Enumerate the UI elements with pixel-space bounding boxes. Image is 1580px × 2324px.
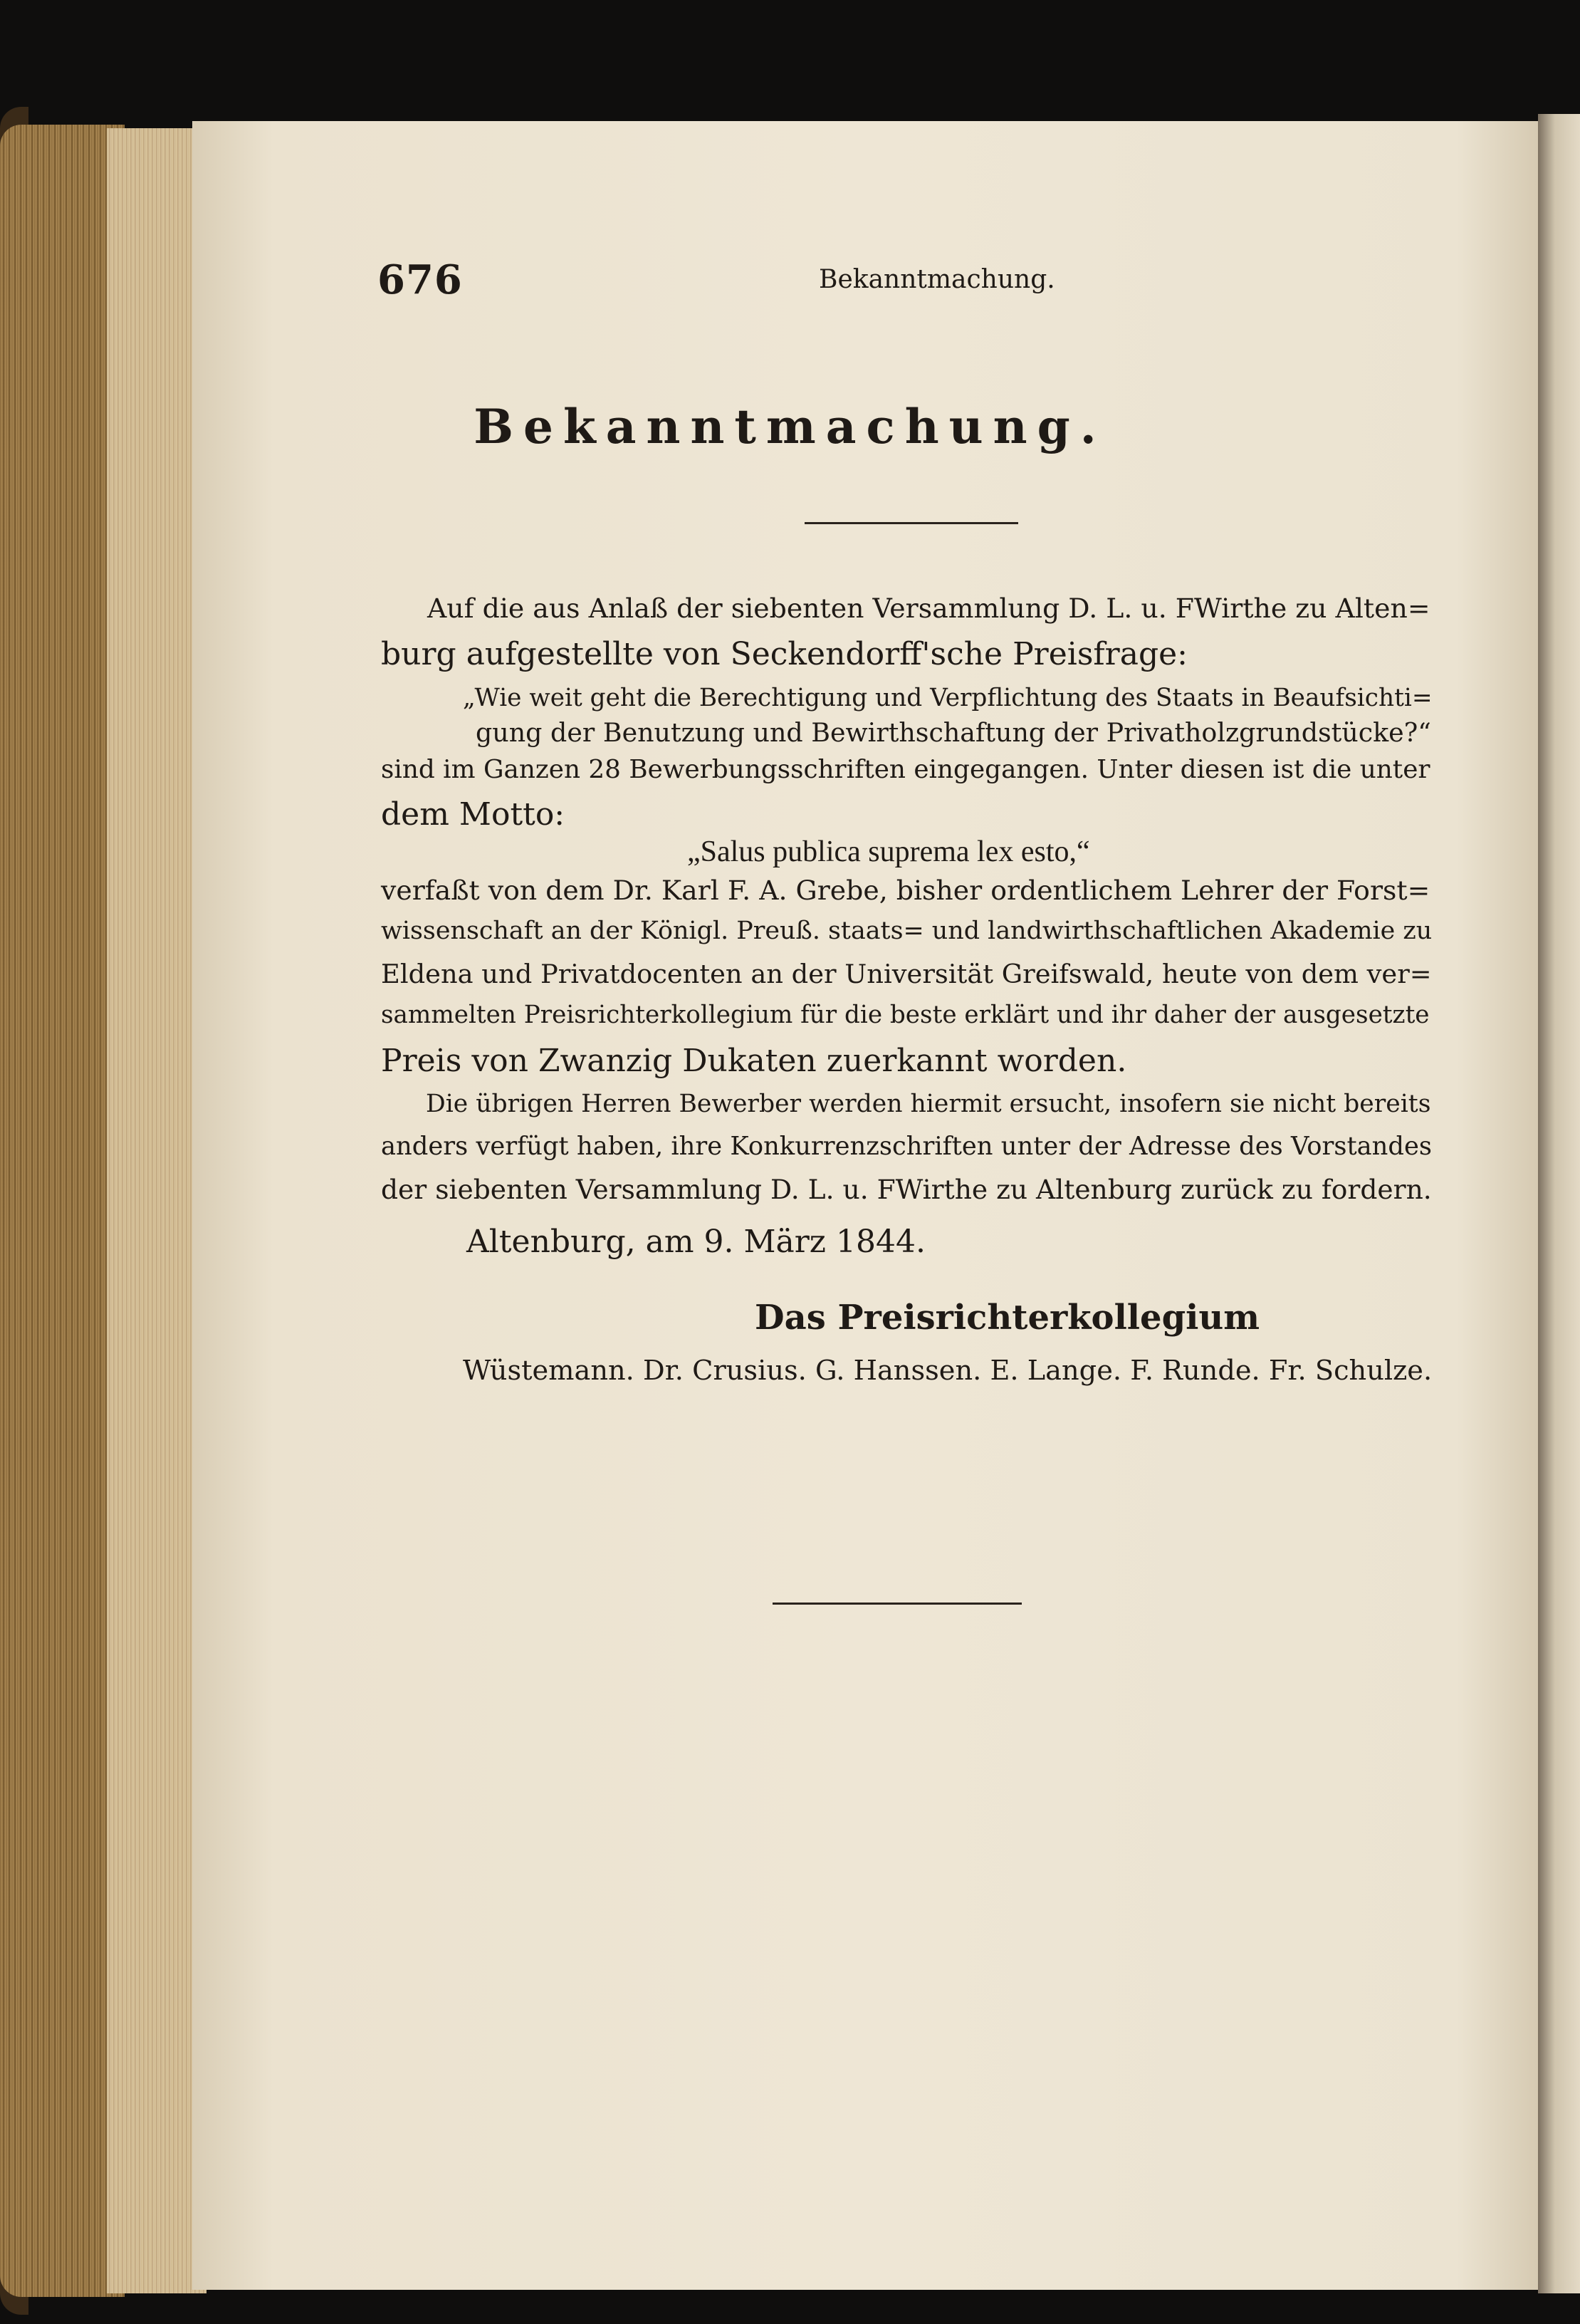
signatories: Wüstemann. Dr. Crusius. G. Hanssen. E. Lange. F. Runde. Fr. Schulze. bbox=[463, 1355, 1433, 1387]
text-line: verfaßt von dem Dr. Karl F. A. Grebe, bisher ordentlichem Lehrer der Forst= bbox=[381, 875, 1430, 906]
text-line: dem Motto: bbox=[381, 796, 565, 833]
running-head: Bekanntmachung. bbox=[819, 265, 1055, 294]
prize-question-line: gung der Benutzung und Bewirthschaftung der Privatholzgrundstücke?“ bbox=[476, 717, 1431, 748]
text-line: anders verfügt haben, ihre Konkurrenzschriften unter der Adresse des Vorstandes bbox=[381, 1132, 1433, 1161]
text-line: Die übrigen Herren Bewerber werden hiermit ersucht, insofern sie nicht bereits bbox=[426, 1090, 1431, 1118]
page-title: Bekanntmachung. bbox=[474, 399, 1106, 454]
prize-question-line: „Wie weit geht die Berechtigung und Verpflichtung des Staats in Beaufsichti= bbox=[463, 684, 1433, 712]
place-date: Altenburg, am 9. März 1844. bbox=[466, 1224, 926, 1260]
text-line: sind im Ganzen 28 Bewerbungsschriften eingegangen. Unter diesen ist die unter bbox=[381, 755, 1430, 784]
motto: „Salus publica suprema lex esto,“ bbox=[687, 835, 1090, 868]
text-line: burg aufgestellte von Seckendorff'sche Preisfrage: bbox=[381, 636, 1188, 672]
text-line: wissenschaft an der Königl. Preuß. staats= und landwirthschaftlichen Akademie zu bbox=[381, 917, 1433, 945]
page-number: 676 bbox=[377, 256, 463, 303]
title-divider bbox=[805, 522, 1018, 524]
text-line: sammelten Preisrichterkollegium für die beste erklärt und ihr daher der ausgesetzte bbox=[381, 1001, 1430, 1029]
signature-title: Das Preisrichterkollegium bbox=[755, 1298, 1260, 1338]
text-line: der siebenten Versammlung D. L. u. FWirthe zu Altenburg zurück zu fordern. bbox=[381, 1174, 1432, 1205]
end-divider bbox=[773, 1603, 1022, 1605]
text-line: Preis von Zwanzig Dukaten zuerkannt worden. bbox=[381, 1043, 1127, 1079]
text-line: Auf die aus Anlaß der siebenten Versammlung D. L. u. FWirthe zu Alten= bbox=[427, 593, 1430, 624]
text-line: Eldena und Privatdocenten an der Universität Greifswald, heute von dem ver= bbox=[381, 959, 1432, 989]
